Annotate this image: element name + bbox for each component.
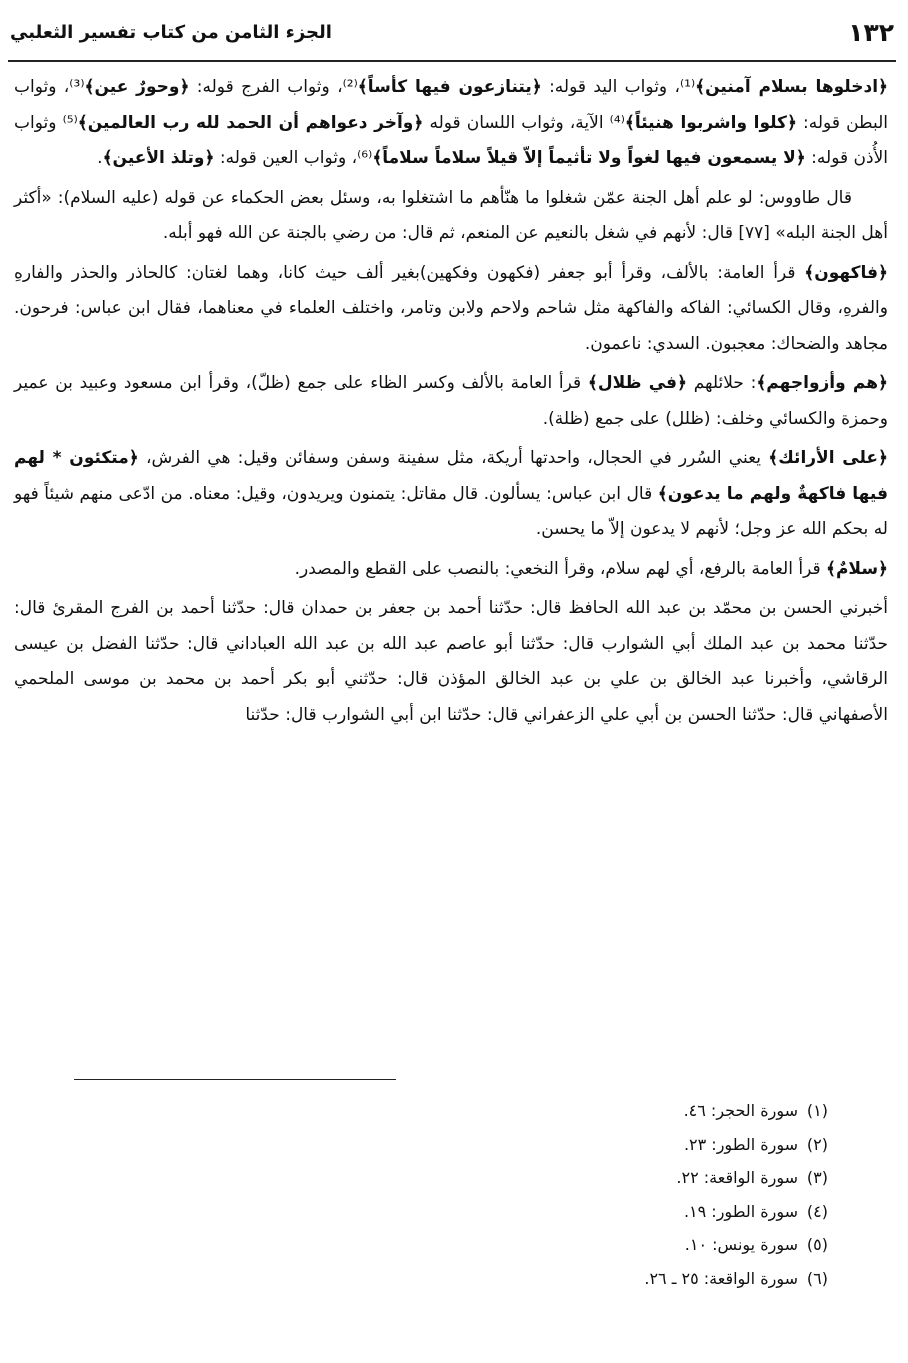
text-segment: ⁽³⁾، وثواب البطن قوله: (14, 77, 888, 133)
footnote-text: سورة الواقعة: ٢٥ ـ ٢٦. (644, 1268, 798, 1288)
footnote-number: (٤) (806, 1201, 828, 1221)
paragraph (14, 441, 888, 548)
text-segment: ⁽⁴⁾ الآية، وثواب اللسان قوله (423, 112, 625, 133)
text-segment: أخبرني الحسن بن محمّد بن عبد الله الحافظ قال: حدّثنا أحمد بن جعفر بن حمدان قال: حدّثنا أحمد بن الفرج المقرئ قال: حدّثنا محمد بن عبد الملك أبي الشوارب قال: حدّثنا أبو عاصم عبد الله بن عبد الله العباداني قال: حدّثنا الفضل بن عيسى الرقاشي، وأخبرنا عبد الخالق بن علي بن عبد الخالق المؤذن قال: حدّثني أبو بكر أحمد بن محمد بن موسى الملحمي الأصفهاني قال: حدّثنا الحسن بن أبي علي الزعفراني قال: حدّثنا ابن أبي الشوارب قال: حدّثنا (14, 598, 888, 725)
footnote-item (644, 1195, 828, 1229)
quran-quote: ﴿وتلذ الأعين﴾ (102, 148, 215, 168)
footnote-text: سورة الطور: ٢٣. (683, 1134, 798, 1154)
quran-quote: ﴿متكئون * لهم فيها فاكهةٌ ولهم ما يدعون﴾ (14, 448, 888, 504)
footnotes (644, 1094, 828, 1295)
quran-quote: ﴿ادخلوها بسلام آمنين﴾ (695, 77, 888, 97)
text-segment: قرأ العامة بالألف وكسر الظاء على جمع (ظلّ)، وقرأ ابن مسعود وعبيد بن عمير وحمزة والكسائي وخلف: (ظلل) على جمع (ظلة). (14, 373, 888, 429)
paragraph (14, 552, 888, 588)
quran-quote: ﴿يتنازعون فيها كأساً﴾ (357, 77, 542, 97)
quran-quote: ﴿لا يسمعون فيها لغواً ولا تأثيماً إلاّ قيلاً سلاماً سلاماً﴾ (372, 148, 806, 168)
running-title: الجزء الثامن من كتاب تفسير الثعلبي (10, 22, 332, 43)
text-segment: ⁽²⁾، وثواب الفرج قوله: (189, 77, 358, 97)
footnote-divider (74, 1079, 396, 1080)
text-segment: قرأ العامة بالرفع، أي لهم سلام، وقرأ النخعي: بالنصب على القطع والمصدر. (294, 558, 826, 579)
paragraph (14, 181, 888, 252)
text-segment: ⁽⁵⁾ وثواب الأُذن قوله: (14, 112, 888, 168)
footnote-item (644, 1262, 828, 1296)
footnote-number: (٥) (806, 1235, 828, 1254)
footnote-item (644, 1128, 828, 1162)
text-segment: ⁽¹⁾، وثواب اليد قوله: (541, 77, 696, 97)
paragraph (14, 256, 888, 363)
text-segment: قرأ العامة: بالألف، وقرأ أبو جعفر (فكهون وفكهين)بغير ألف حيث كانا، وهما لغتان: كالحاذر والحذر والفارهِ والفرهِ، وقال الكسائي: الفاكه والفاكهة مثل شاحم ولاحم ولابن وتامر، واختلف العلماء في معناهما، فقال ابن عباس: فرحون. مجاهد والضحاك: معجبون. السدي: ناعمون. (14, 262, 888, 354)
footnote-item (644, 1094, 828, 1128)
main-text (14, 70, 888, 737)
quran-quote: ﴿وآخر دعواهم أن الحمد لله رب العالمين﴾ (77, 112, 424, 133)
paragraph (14, 70, 888, 177)
footnote-number: (٢) (806, 1134, 828, 1154)
text-segment: يعني السُرر في الحجال، واحدتها أريكة، مثل سفينة وسفن وسفائن وقيل: هي الفرش، (138, 448, 769, 468)
footnote-number: (١) (806, 1101, 828, 1120)
page-header (10, 14, 894, 60)
quran-quote: ﴿كلوا واشربوا هنيئاً﴾ (624, 112, 797, 133)
quran-quote: ﴿فاكهون﴾ (804, 262, 888, 283)
page-number: ١٣٢ (848, 18, 894, 47)
footnote-number: (٣) (806, 1168, 828, 1187)
quran-quote: ﴿في ظلال﴾ (587, 373, 688, 393)
quran-quote: ﴿سلامٌ﴾ (825, 558, 888, 579)
header-divider (8, 60, 896, 62)
paragraph (14, 591, 888, 733)
text-segment: قال ابن عباس: يسألون. قال مقاتل: يتمنون ويريدون، وقيل: معناه. من ادّعى منهم شيئاً فهو له بحكم الله عز وجل؛ لأنهم لا يدعون إلاّ ما يحسن. (14, 483, 888, 539)
text-segment: . (97, 148, 103, 168)
footnote-text: سورة الحجر: ٤٦. (683, 1101, 798, 1120)
quran-quote: ﴿وحورٌ عين﴾ (84, 77, 190, 97)
footnote-item (644, 1228, 828, 1262)
footnote-number: (٦) (806, 1268, 828, 1288)
text-segment: قال طاووس: لو علم أهل الجنة عمّن شغلوا ما هنّأهم ما اشتغلوا به، وسئل بعض الحكماء عن قوله (عليه السلام): «أكثر أهل الجنة البله» [٧٧] قال: لأنهم في شغل بالنعيم عن المنعم، ثم قال: من رضي بالجنة عن الله فهو أبله. (14, 187, 888, 243)
paragraph (14, 366, 888, 437)
footnote-text: سورة الطور: ١٩. (683, 1201, 798, 1221)
footnote-text: سورة الواقعة: ٢٢. (676, 1168, 798, 1187)
footnote-text: سورة يونس: ١٠. (684, 1235, 798, 1254)
quran-quote: ﴿هم وأزواجهم﴾ (756, 373, 888, 393)
text-segment: : حلائلهم (687, 373, 757, 393)
text-segment: ⁽⁶⁾، وثواب العين قوله: (214, 148, 373, 168)
quran-quote: ﴿على الأرائك﴾ (768, 448, 888, 468)
footnote-item (644, 1161, 828, 1195)
